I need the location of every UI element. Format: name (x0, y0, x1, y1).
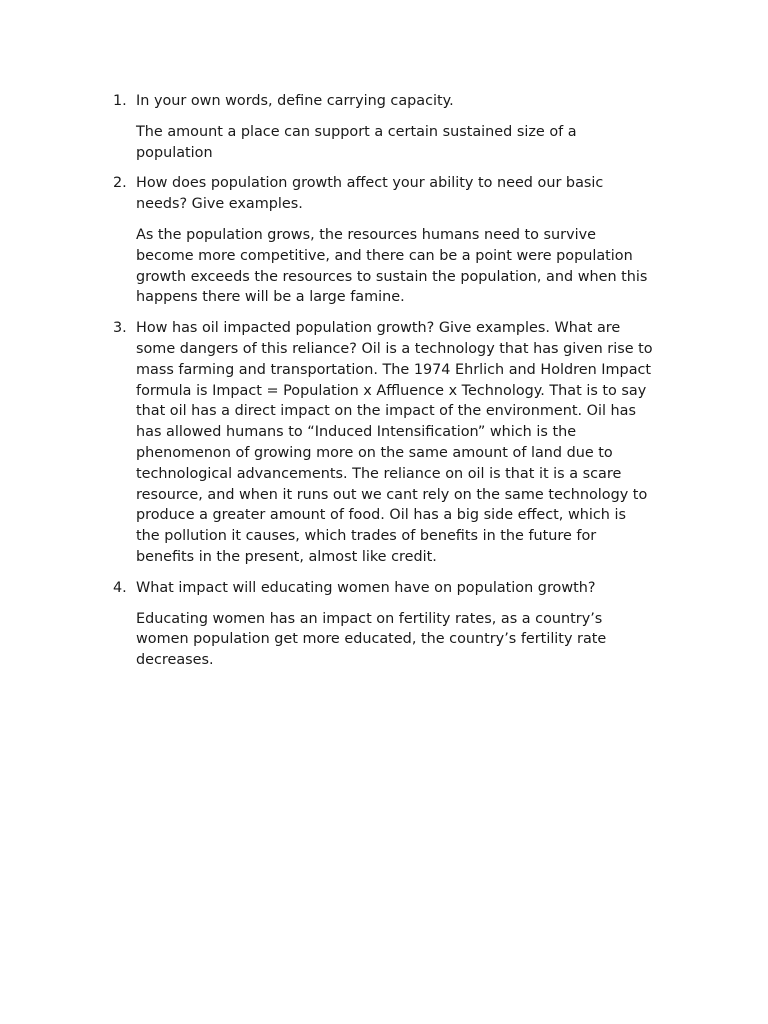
item-number: 1. (113, 93, 127, 109)
answer-text: As the population grows, the resources humans need to survive become more competitive, and there can be a point were population growth exceeds the resources to sustain the population, and when this happens there will be a large famine. (136, 226, 648, 306)
list-item-3 (110, 318, 680, 568)
answer-text: The amount a place can support a certain sustained size of a population (136, 123, 577, 161)
list-item-2 (110, 173, 680, 308)
answer-text: Educating women has an impact on fertility rates, as a country’s women population get more educated, the country’s fertility rate decreases. (136, 610, 607, 669)
question-text: How has oil impacted population growth? Give examples. What are some dangers of this reliance? Oil is a technology that has given rise to mass farming and transportation. The 1974 Ehrlich and Holdren Impact formula is Impact = Population x Affluence x Technology. That is to say that oil has a direct impact on the impact of the environment. Oil has has allowed humans to “Induced Intensification” which is the phenomenon of growing more on the same amount of land due to technological advancements. The reliance on oil is that it is a scare resource, and when it runs out we cant rely on the same technology to produce a greater amount of food. Oil has a big side effect, which is the pollution it causes, which trades of benefits in the future for benefits in the present, almost like credit. (136, 320, 653, 565)
question-list (110, 91, 680, 681)
question-text: How does population growth affect your ability to need our basic needs? Give examples. (136, 175, 604, 213)
item-number: 3. (113, 320, 127, 337)
question-text: In your own words, define carrying capacity. (136, 93, 454, 109)
item-number: 2. (113, 175, 127, 192)
item-number: 4. (113, 579, 127, 596)
list-item-4 (110, 578, 680, 671)
list-item-1 (110, 91, 680, 163)
question-text: What impact will educating women have on population growth? (136, 579, 596, 596)
